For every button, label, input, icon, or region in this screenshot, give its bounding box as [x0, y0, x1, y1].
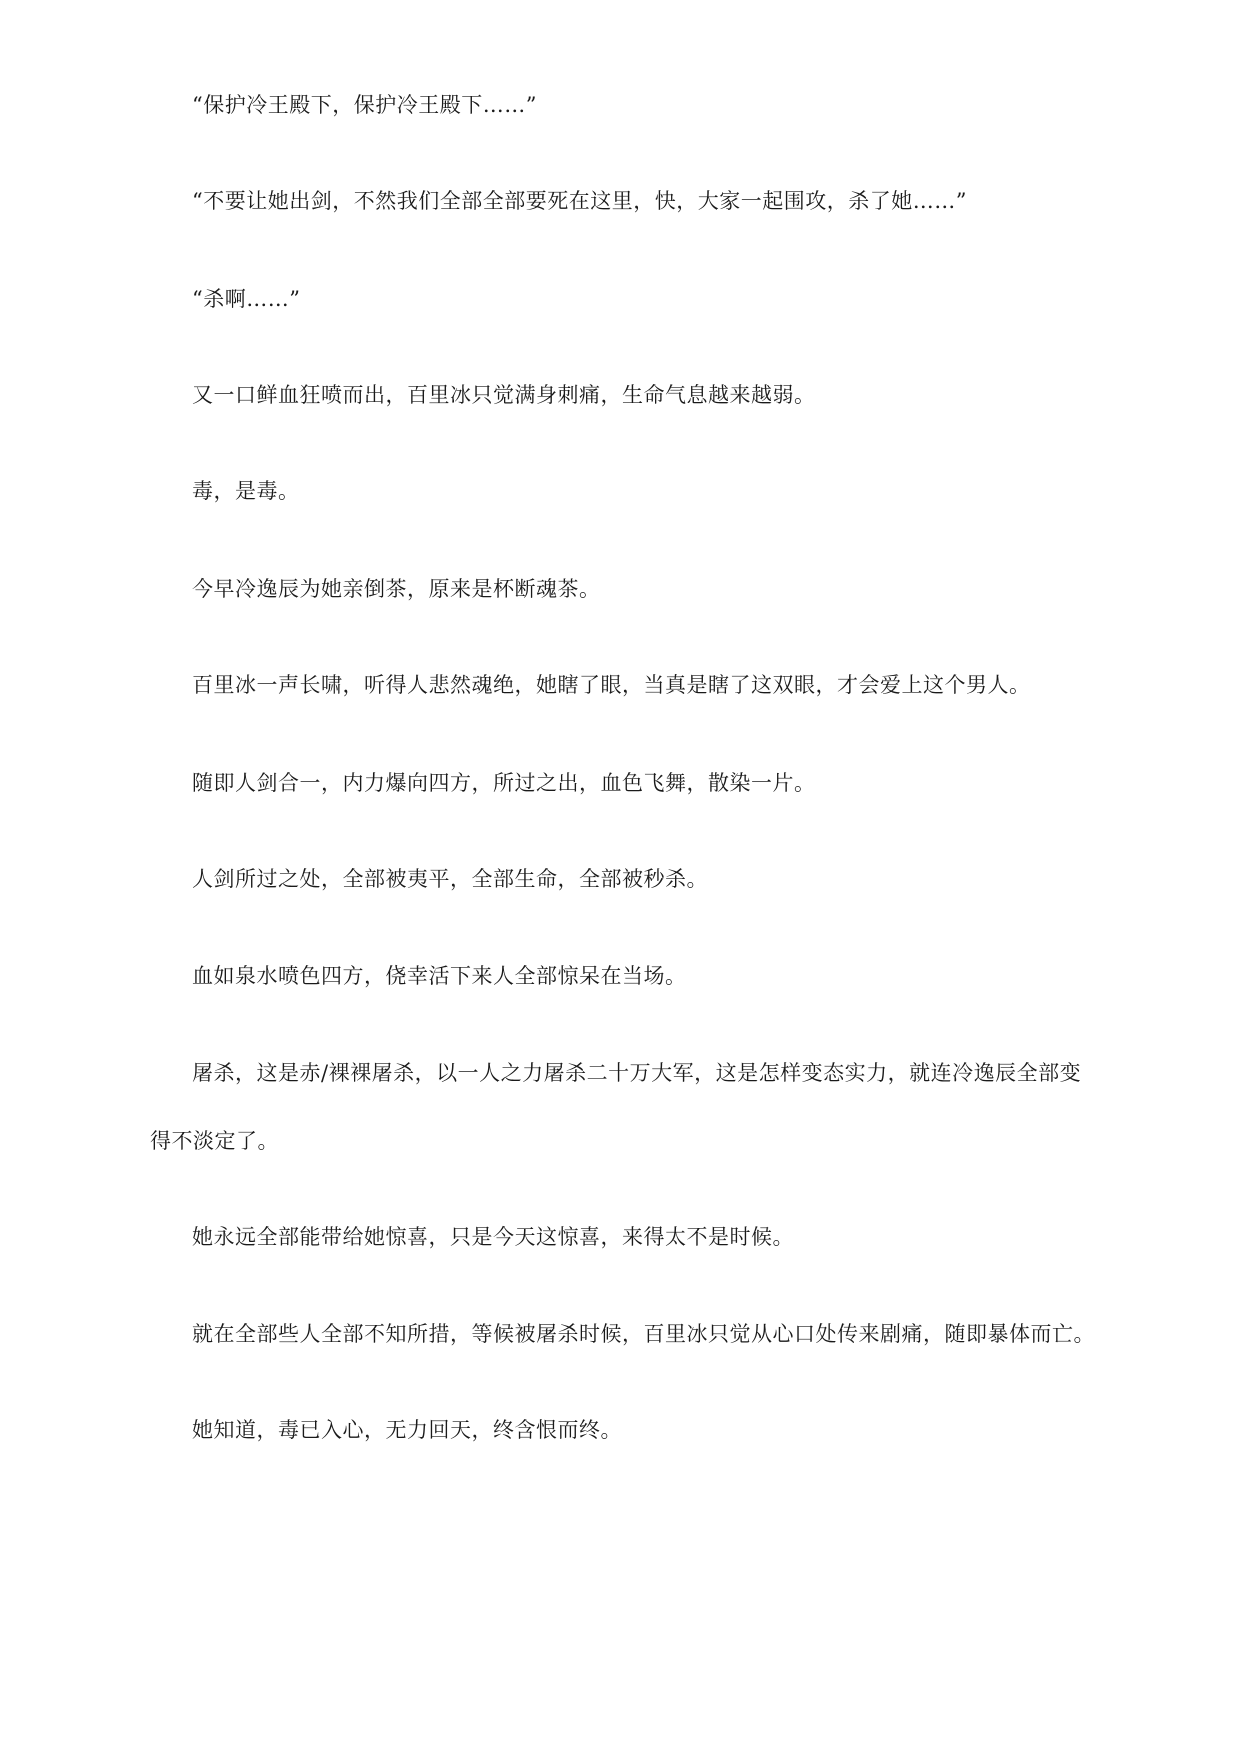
paragraph-2: “不要让她出剑，不然我们全部全部要死在这里，快，大家一起围攻，杀了她……”: [192, 189, 967, 213]
paragraph-4: 又一口鲜血狂喷而出，百里冰只觉满身刺痛，生命气息越来越弱。: [192, 383, 816, 407]
paragraph-11: 屠杀，这是赤/裸裸屠杀，以一人之力屠杀二十万大军，这是怎样变态实力，就连冷逸辰全部变得不淡定了。: [150, 1061, 1082, 1153]
paragraph-6: 今早冷逸辰为她亲倒茶，原来是杯断魂茶。: [192, 577, 601, 601]
paragraph-14: 她知道，毒已入心，无力回天，终含恨而终。: [192, 1418, 622, 1442]
paragraph-13: 就在全部些人全部不知所措，等候被屠杀时候，百里冰只觉从心口处传来剧痛，随即暴体而亡。: [192, 1322, 1095, 1346]
paragraph-1: “保护冷王殿下，保护冷王殿下……”: [192, 93, 537, 117]
paragraph-5: 毒，是毒。: [192, 479, 300, 503]
paragraph-10: 血如泉水喷色四方，侥幸活下来人全部惊呆在当场。: [192, 964, 687, 988]
paragraph-3: “杀啊……”: [192, 287, 301, 311]
paragraph-9: 人剑所过之处，全部被夷平，全部生命，全部被秒杀。: [192, 867, 708, 891]
paragraph-8: 随即人剑合一，内力爆向四方，所过之出，血色飞舞，散染一片。: [192, 771, 816, 795]
paragraph-12: 她永远全部能带给她惊喜，只是今天这惊喜，来得太不是时候。: [192, 1225, 794, 1249]
paragraph-7: 百里冰一声长啸，听得人悲然魂绝，她瞎了眼，当真是瞎了这双眼，才会爱上这个男人。: [192, 673, 1031, 697]
